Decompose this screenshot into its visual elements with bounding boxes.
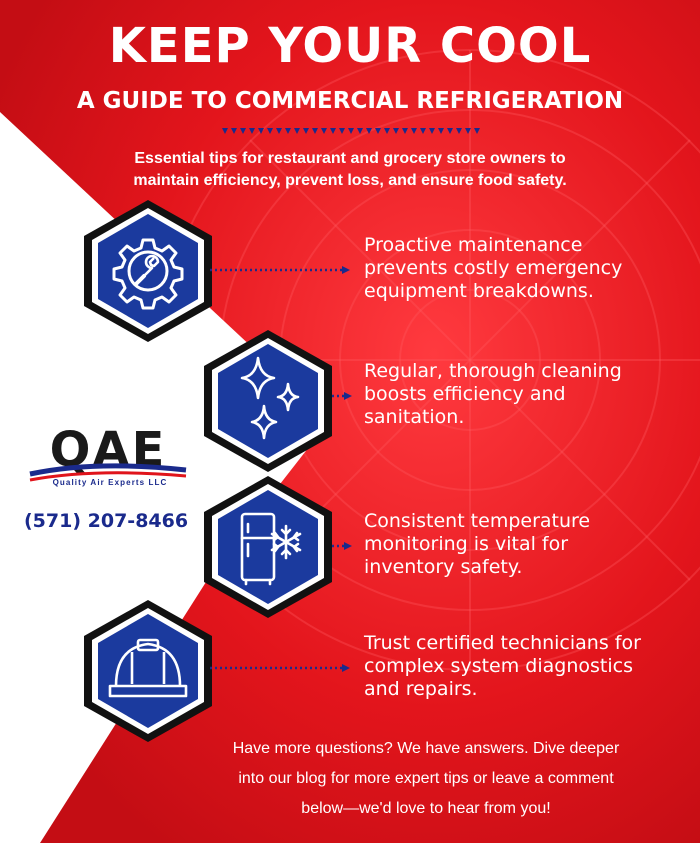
tip-1-connector [210,266,350,274]
tip-2-text: Regular, thorough cleaning boosts efficiency and sanitation. [364,360,622,428]
divider-arrows [222,128,480,136]
phone-number[interactable]: (571) 207-8466 [24,510,189,532]
main-title: KEEP YOUR COOL [108,18,592,74]
tip-4-connector [210,664,350,672]
tip-4-hexagon [80,596,216,746]
outro-text: Have more questions? We have answers. Dive deeper into our blog for more expert tips or leave a comment below—we'd love to hear from you! [232,740,620,817]
tip-2-connector [332,392,352,400]
tip-3-hexagon [200,472,336,622]
tip-3-text: Consistent temperature monitoring is vital for inventory safety. [364,510,591,578]
intro-text: Essential tips for restaurant and grocery store owners to maintain efficiency, prevent loss, and ensure food safety. [133,150,567,189]
tip-2-hexagon [200,326,336,476]
tip-1-hexagon [80,196,216,346]
tip-3-connector [332,542,352,550]
tip-4-text: Trust certified technicians for complex system diagnostics and repairs. [364,632,641,700]
logo-subtitle: Quality Air Experts LLC [52,478,168,487]
tip-1-text: Proactive maintenance prevents costly emergency equipment breakdowns. [364,234,623,302]
subtitle: A GUIDE TO COMMERCIAL REFRIGERATION [76,88,624,114]
logo-text: QAE [49,422,167,478]
